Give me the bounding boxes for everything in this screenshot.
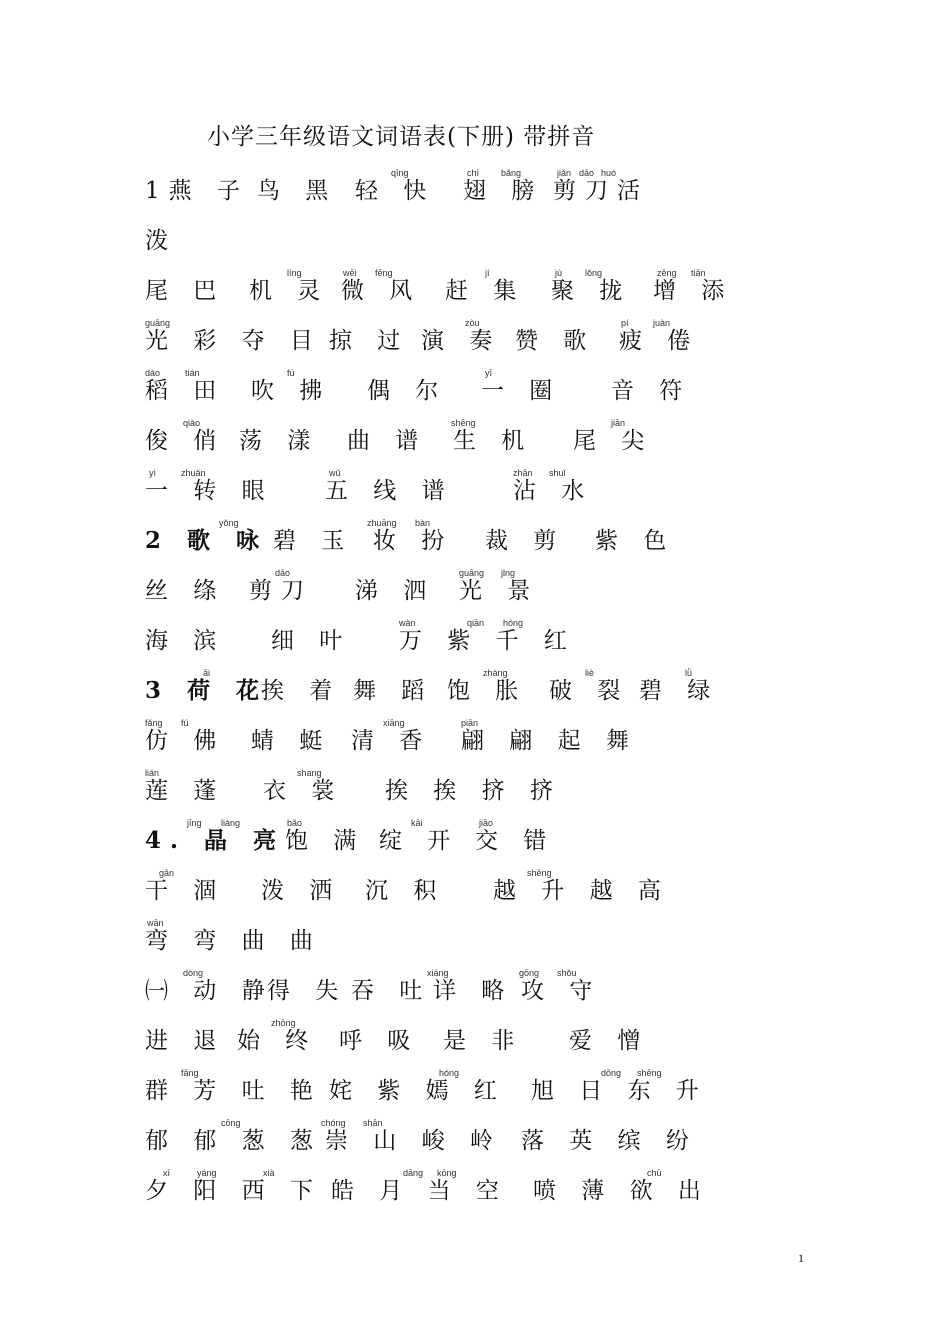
word: 进 退 [145, 1028, 226, 1054]
word: 破 裂 [549, 678, 630, 704]
word: 4. 晶 亮 [145, 827, 286, 854]
pinyin: zhuāng [367, 518, 397, 528]
word: 越 升 越 高 [493, 878, 670, 904]
word: 光 彩 夺 目 [145, 328, 322, 354]
pinyin: dāo [579, 168, 595, 178]
word: 清 香 [351, 728, 432, 754]
pinyin: yáng [197, 1168, 217, 1178]
word: 尾 尖 [573, 428, 654, 454]
word: 聚 拢 [551, 278, 632, 304]
word: 荡 漾 [239, 428, 320, 454]
word: 光 景 [459, 578, 540, 604]
pinyin: piān [461, 718, 479, 728]
word: 蜻 蜓 [251, 728, 332, 754]
word: 群 芳 吐 艳 [145, 1078, 322, 1104]
word: 皓 月 当 空 [331, 1178, 508, 1204]
word: 旭 日 东 升 [531, 1078, 708, 1104]
word: 挨 挨 挤 挤 [385, 778, 562, 804]
pinyin: shǒu [557, 968, 577, 978]
pinyin: lǒng [585, 268, 603, 278]
pinyin: kāi [411, 818, 423, 828]
word: 吞 吐 [351, 978, 432, 1004]
word: 剪刀活 [553, 178, 649, 204]
pinyin: qiān [467, 618, 485, 628]
word: 音 符 [611, 378, 692, 404]
pinyin: hóng [503, 618, 524, 628]
pinyin: xiāng [383, 718, 405, 728]
pinyin: bàn [415, 518, 431, 528]
word: 机 灵 [249, 278, 330, 304]
word: 偶 尔 [367, 378, 448, 404]
pinyin: pí [621, 318, 629, 328]
pinyin: qiào [183, 418, 201, 428]
pinyin: zhōng [271, 1018, 296, 1028]
pinyin: jiān [611, 418, 626, 428]
pinyin: gān [159, 868, 175, 878]
word: 鸟 黑 [257, 178, 338, 204]
word: 稻 田 [145, 378, 226, 404]
pinyin: cōng [221, 1118, 241, 1128]
pinyin: tián [185, 368, 200, 378]
word: 丝 绦 [145, 578, 226, 604]
pinyin: lián [145, 768, 160, 778]
word: 饱 胀 [447, 678, 528, 704]
pinyin: líng [287, 268, 302, 278]
pinyin: shang [297, 768, 322, 778]
pinyin: lǜ [685, 668, 693, 678]
pinyin: shuǐ [549, 468, 566, 478]
pinyin: fēng [375, 268, 393, 278]
word: 赞 歌 [515, 328, 596, 354]
pinyin: kōng [437, 1168, 457, 1178]
word: 姹 紫 嫣 红 [329, 1078, 506, 1104]
pinyin: fú [287, 368, 295, 378]
pinyin: dào [145, 368, 161, 378]
word: 攻 守 [521, 978, 602, 1004]
pinyin: shēng [451, 418, 476, 428]
word: 沉 积 [365, 878, 446, 904]
pinyin: juàn [653, 318, 671, 328]
pinyin: fú [181, 718, 189, 728]
pinyin: shēng [637, 1068, 662, 1078]
pinyin: dāng [403, 1168, 424, 1178]
pinyin: dāo [275, 568, 291, 578]
pinyin: hóng [439, 1068, 460, 1078]
pinyin: wàn [399, 618, 416, 628]
word: 轻 快 [355, 178, 436, 204]
pinyin: zhuǎn [181, 468, 206, 478]
word: 呼 吸 [339, 1028, 420, 1054]
pinyin: zhān [513, 468, 533, 478]
pinyin: dōng [601, 1068, 622, 1078]
word: 泼 [145, 228, 177, 254]
word: 一 圈 [481, 378, 562, 404]
word: 莲 蓬 [145, 778, 226, 804]
pinyin: jīng [187, 818, 202, 828]
pinyin: gōng [519, 968, 540, 978]
word: 仿 佛 [145, 728, 226, 754]
pinyin: yì [149, 468, 157, 478]
word: 是 非 [443, 1028, 524, 1054]
word: ㈠ 动 静 [145, 978, 274, 1004]
word: 弯 弯 曲 曲 [145, 928, 322, 954]
pinyin: xī [163, 1168, 171, 1178]
word: 夕 阳 西 下 [145, 1178, 322, 1204]
word: 吹 拂 [251, 378, 332, 404]
pinyin: guāng [459, 568, 485, 578]
pinyin: qīng [391, 168, 409, 178]
word: 交 错 [475, 828, 556, 854]
pinyin: zòu [465, 318, 480, 328]
word: 一 转 眼 [145, 478, 274, 504]
pinyin: wān [147, 918, 164, 928]
word: 俊 俏 [145, 428, 226, 454]
word: 五 线 谱 [325, 478, 454, 504]
word: 翩 翩 起 舞 [461, 728, 638, 754]
word: 疲 倦 [619, 328, 700, 354]
word: 1燕 子 [145, 178, 249, 204]
pinyin: jiǎn [557, 168, 572, 178]
pinyin: liàng [221, 818, 241, 828]
pinyin: xiáng [427, 968, 449, 978]
word: 翅 膀 [463, 178, 544, 204]
word: 微 风 [341, 278, 422, 304]
pinyin: zhàng [483, 668, 508, 678]
word: 落 英 缤 纷 [521, 1128, 698, 1154]
word: 舞 蹈 [353, 678, 434, 704]
word: 挨 着 [261, 678, 342, 704]
pinyin: wēi [343, 268, 357, 278]
word: 衣 裳 [263, 778, 344, 804]
pinyin: shēng [527, 868, 552, 878]
pinyin: dòng [183, 968, 204, 978]
pinyin: jǐng [501, 568, 516, 578]
word: 剪刀 [249, 578, 313, 604]
word: 涕 泗 [355, 578, 436, 604]
page-title: 小学三年级语文词语表(下册) 带拼音 [207, 124, 596, 150]
word: 得 失 [267, 978, 348, 1004]
pinyin: guāng [145, 318, 171, 328]
word: 演 奏 [421, 328, 502, 354]
word: 饱 满 [285, 828, 366, 854]
pinyin: chū [647, 1168, 662, 1178]
word: 喷 薄 欲 出 [533, 1178, 710, 1204]
word: 增 添 [653, 278, 734, 304]
pinyin: liè [585, 668, 595, 678]
word: 碧 玉 [273, 528, 354, 554]
word: 掠 过 [329, 328, 410, 354]
pinyin: huó [601, 168, 617, 178]
pinyin: jù [555, 268, 563, 278]
word: 2 歌 咏 [145, 527, 269, 554]
word: 泼 洒 [261, 878, 342, 904]
pinyin: āi [203, 668, 211, 678]
word: 爱 憎 [569, 1028, 650, 1054]
pinyin: chì [467, 168, 480, 178]
word: 紫 色 [595, 528, 676, 554]
pinyin: chóng [321, 1118, 346, 1128]
word: 裁 剪 [485, 528, 566, 554]
word: 郁 郁 葱 葱 [145, 1128, 322, 1154]
word: 海 滨 [145, 628, 226, 654]
pinyin: bǎng [501, 168, 522, 178]
word: 妆 扮 [373, 528, 454, 554]
pinyin: fǎng [145, 718, 163, 728]
pinyin: yǒng [219, 518, 239, 528]
pinyin: xià [263, 1168, 275, 1178]
word: 曲 谱 [347, 428, 428, 454]
pinyin: jiāo [479, 818, 494, 828]
pinyin: jí [485, 268, 490, 278]
word: 碧 绿 [639, 678, 720, 704]
word: 万 紫 千 红 [399, 628, 576, 654]
word: 绽 开 [379, 828, 460, 854]
word: 尾 巴 [145, 278, 226, 304]
word: 3 荷 花 [145, 677, 269, 704]
word: 始 终 [237, 1028, 318, 1054]
word: 细 叶 [271, 628, 352, 654]
pinyin: shān [363, 1118, 383, 1128]
word: 干 涸 [145, 878, 226, 904]
pinyin: wǔ [329, 468, 341, 478]
word: 详 略 [433, 978, 514, 1004]
pinyin: bǎo [287, 818, 303, 828]
page-number: 1 [798, 1251, 804, 1265]
word: 生 机 [453, 428, 534, 454]
word: 沾 水 [513, 478, 594, 504]
pinyin: yī [485, 368, 493, 378]
pinyin: fāng [181, 1068, 199, 1078]
word: 崇 山 峻 岭 [325, 1128, 502, 1154]
pinyin: zēng [657, 268, 677, 278]
pinyin: tiān [691, 268, 706, 278]
word: 赶 集 [445, 278, 526, 304]
